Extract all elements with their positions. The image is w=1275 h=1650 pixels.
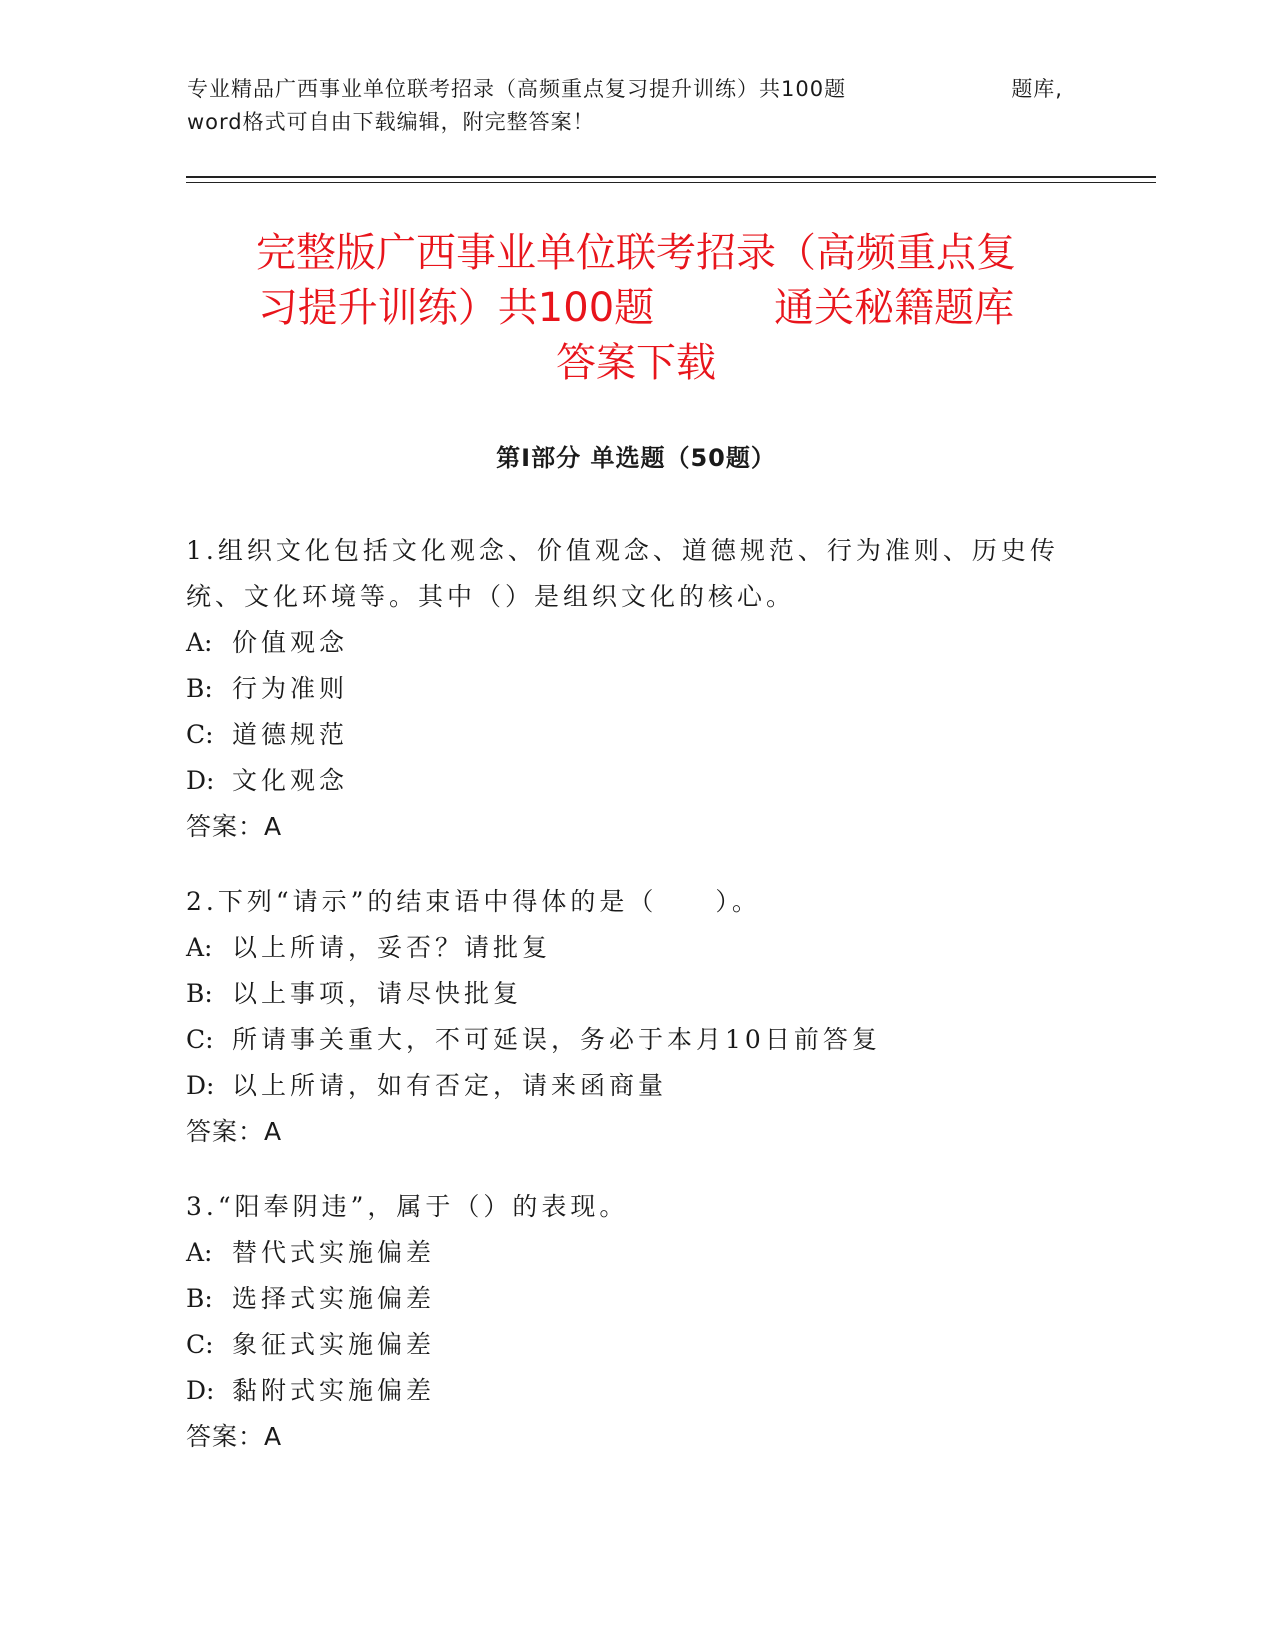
option-text: 价值观念: [232, 628, 349, 657]
option-text: 黏附式实施偏差: [232, 1376, 436, 1405]
option-label: A:: [186, 1238, 213, 1267]
option-text: 象征式实施偏差: [232, 1330, 436, 1359]
header-line-2: word格式可自由下载编辑，附完整答案！: [187, 110, 595, 134]
option-d: [186, 1063, 1086, 1109]
option-d: [186, 758, 1086, 804]
option-a: [186, 620, 1086, 666]
option-label: C:: [186, 720, 214, 749]
option-label: D:: [186, 766, 215, 795]
question-2: [186, 879, 1086, 1155]
option-label: A:: [186, 933, 213, 962]
title-line-2: [186, 281, 1086, 336]
header-divider-thin: [186, 182, 1156, 183]
question-1: [186, 528, 1086, 850]
title-line-2-right: 通关秘籍题库: [774, 285, 1015, 331]
option-text: 以上事项，请尽快批复: [232, 979, 523, 1008]
header-text-tail: 题库,: [1011, 77, 1063, 101]
option-text: 以上所请，如有否定，请来函商量: [232, 1071, 668, 1100]
question-list: [186, 528, 1086, 1489]
question-stem: 2.下列“请示”的结束语中得体的是（ ）。: [186, 887, 761, 916]
section-title: 第Ⅰ部分 单选题（50题）: [496, 444, 776, 472]
option-label: B:: [186, 1284, 213, 1313]
answer: 答案：A: [186, 1117, 283, 1146]
option-label: D:: [186, 1376, 215, 1405]
option-text: 行为准则: [232, 674, 349, 703]
option-d: [186, 1368, 1086, 1414]
option-b: [186, 666, 1086, 712]
option-c: [186, 712, 1086, 758]
option-label: B:: [186, 674, 213, 703]
option-label: D:: [186, 1071, 215, 1100]
question-3: [186, 1184, 1086, 1460]
answer: 答案：A: [186, 1422, 283, 1451]
header-divider-thick: [186, 176, 1156, 178]
option-text: 替代式实施偏差: [232, 1238, 436, 1267]
option-label: C:: [186, 1330, 214, 1359]
option-text: 道德规范: [232, 720, 349, 749]
title-line-3: 答案下载: [556, 340, 716, 386]
option-text: 文化观念: [232, 766, 349, 795]
title-line-1: 完整版广西事业单位联考招录（高频重点复: [256, 230, 1016, 276]
option-text: 选择式实施偏差: [232, 1284, 436, 1313]
answer: 答案：A: [186, 812, 283, 841]
option-a: [186, 1230, 1086, 1276]
option-b: [186, 971, 1086, 1017]
question-stem: 3.“阳奉阴违”，属于（）的表现。: [186, 1192, 629, 1221]
title-line-2-left: 习提升训练）共100题: [257, 285, 655, 331]
question-stem: 1.组织文化包括文化观念、价值观念、道德规范、行为准则、历史传统、文化环境等。其中（）是组织文化的核心。: [186, 536, 1059, 611]
option-b: [186, 1276, 1086, 1322]
option-c: [186, 1017, 1086, 1063]
option-a: [186, 925, 1086, 971]
option-label: A:: [186, 628, 213, 657]
option-text: 以上所请，妥否？请批复: [232, 933, 552, 962]
option-label: B:: [186, 979, 213, 1008]
option-c: [186, 1322, 1086, 1368]
header-line-1: [187, 73, 1077, 106]
header-text: 专业精品广西事业单位联考招录（高频重点复习提升训练）共100题: [187, 77, 847, 101]
document-title: [186, 226, 1086, 391]
option-label: C:: [186, 1025, 214, 1054]
document-header: [187, 73, 1077, 139]
option-text: 所请事关重大，不可延误，务必于本月10日前答复: [232, 1025, 881, 1054]
